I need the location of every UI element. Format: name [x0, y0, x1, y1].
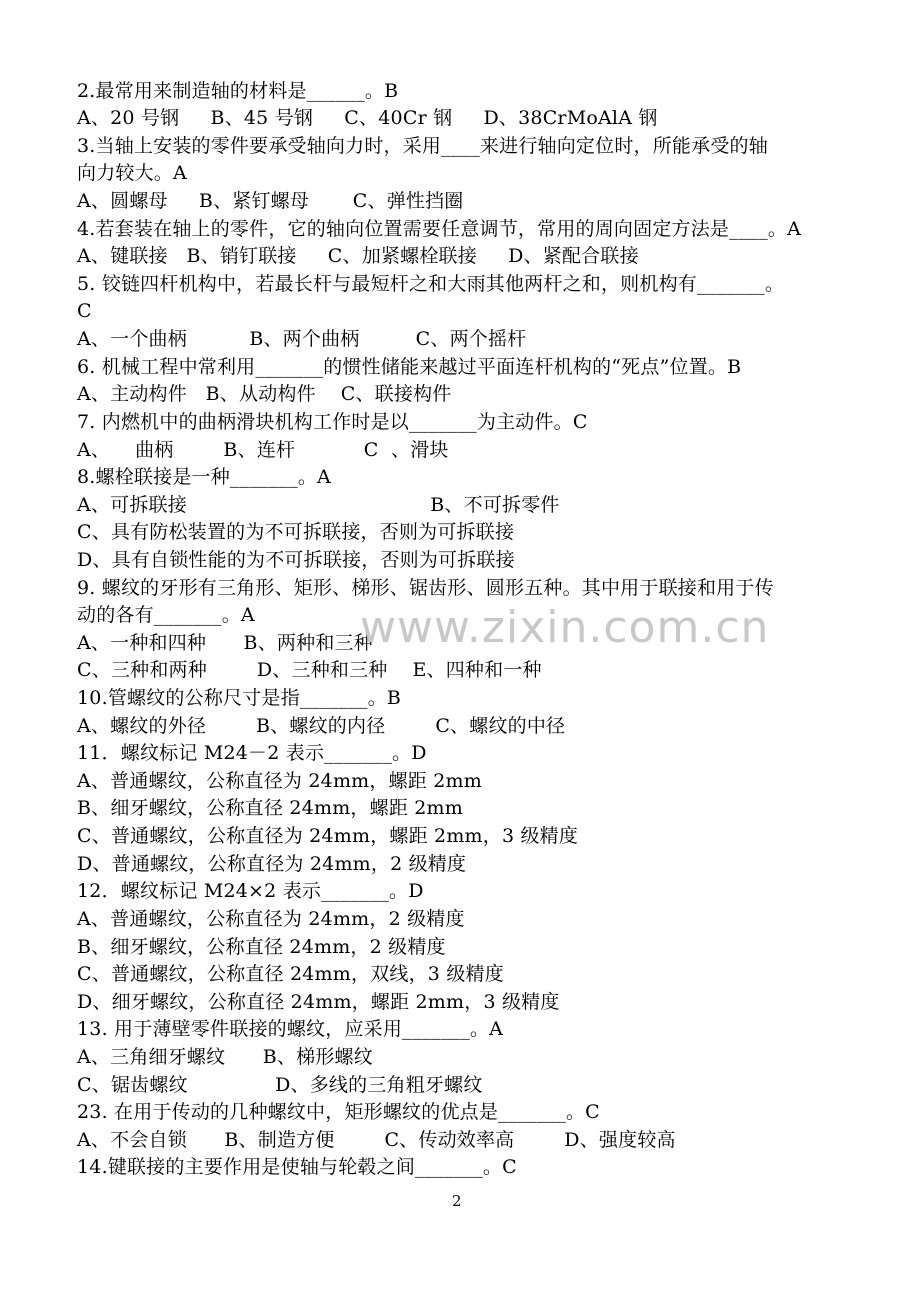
question-13-options-ab: A、三角细牙螺纹 B、梯形螺纹 [77, 1046, 373, 1068]
question-12-option-a: A、普通螺纹，公称直径为 24mm，2 级精度 [77, 908, 465, 930]
question-11-option-b: B、细牙螺纹，公称直径 24mm，螺距 2mm [77, 797, 463, 819]
question-5-options: A、一个曲柄 B、两个曲柄 C、两个摇杆 [77, 328, 527, 350]
watermark: www.zixin.com.cn [360, 602, 770, 653]
question-11-option-c: C、普通螺纹，公称直径为 24mm，螺距 2mm，3 级精度 [77, 825, 579, 847]
question-12-option-d: D、细牙螺纹，公称直径 24mm，螺距 2mm，3 级精度 [77, 991, 560, 1013]
question-8-option-d: D、具有自锁性能的为不可拆联接，否则为可拆联接 [77, 549, 515, 571]
question-23-options: A、不会自锁 B、制造方便 C、传动效率高 D、强度较高 [77, 1129, 676, 1151]
question-9-stem-cont: 动的各有_______。A [77, 604, 255, 626]
question-12-option-b: B、细牙螺纹，公称直径 24mm，2 级精度 [77, 936, 446, 958]
question-10-stem: 10.管螺纹的公称尺寸是指_______。B [77, 687, 402, 709]
question-4-stem: 4.若套装在轴上的零件，它的轴向位置需要任意调节，常用的周向固定方法是____。A [77, 218, 802, 240]
question-5-answer: C [77, 300, 92, 322]
question-13-options-cd: C、锯齿螺纹 D、多线的三角粗牙螺纹 [77, 1074, 483, 1096]
question-12-option-c: C、普通螺纹，公称直径 24mm，双线，3 级精度 [77, 963, 504, 985]
question-7-options: A、 曲柄 B、连杆 C 、滑块 [77, 439, 449, 461]
question-6-stem: 6. 机械工程中常利用_______的惯性储能来越过平面连杆机构的“死点”位置。B [77, 356, 742, 378]
question-14-stem: 14.键联接的主要作用是使轴与轮毂之间_______。C [77, 1156, 517, 1178]
question-2-options: A、20 号钢 B、45 号钢 C、40Cr 钢 D、38CrMoAlA 钢 [77, 107, 658, 129]
question-23-stem: 23. 在用于传动的几种螺纹中，矩形螺纹的优点是_______。C [77, 1101, 600, 1123]
question-8-stem: 8.螺栓联接是一种_______。A [77, 466, 331, 488]
question-9-options-ab: A、一种和四种 B、两种和三种 [77, 632, 373, 654]
question-11-stem: 11．螺纹标记 M24－2 表示_______。D [77, 742, 427, 764]
question-12-stem: 12．螺纹标记 M24×2 表示_______。D [77, 880, 424, 902]
question-9-options-cde: C、三种和两种 D、三种和三种 E、四种和一种 [77, 659, 542, 681]
question-3-stem: 3.当轴上安装的零件要承受轴向力时，采用____来进行轴向定位时，所能承受的轴 [77, 135, 768, 157]
question-8-option-c: C、具有防松装置的为不可拆联接，否则为可拆联接 [77, 521, 515, 543]
question-11-option-a: A、普通螺纹，公称直径为 24mm，螺距 2mm [77, 770, 482, 792]
question-11-option-d: D、普通螺纹，公称直径为 24mm，2 级精度 [77, 853, 467, 875]
page-number: 2 [452, 1192, 462, 1210]
question-7-stem: 7. 内燃机中的曲柄滑块机构工作时是以_______为主动件。C [77, 411, 588, 433]
question-6-options: A、主动构件 B、从动构件 C、联接构件 [77, 383, 452, 405]
question-13-stem: 13. 用于薄壁零件联接的螺纹，应采用_______。A [77, 1018, 504, 1040]
question-2-stem: 2.最常用来制造轴的材料是______。B [77, 80, 399, 102]
question-3-options: A、圆螺母 B、紧钉螺母 C、弹性挡圈 [77, 190, 464, 212]
question-9-stem: 9. 螺纹的牙形有三角形、矩形、梯形、锯齿形、圆形五种。其中用于联接和用于传 [77, 577, 774, 599]
question-3-stem-cont: 向力较大。A [77, 162, 187, 184]
question-10-options: A、螺纹的外径 B、螺纹的内径 C、螺纹的中径 [77, 715, 566, 737]
question-4-options: A、键联接 B、销钉联接 C、加紧螺栓联接 D、紧配合联接 [77, 245, 639, 267]
question-5-stem: 5. 铰链四杆机构中，若最长杆与最短杆之和大雨其他两杆之和，则机构有_______。 [77, 273, 785, 295]
question-8-options-ab: A、可拆联接 B、不可拆零件 [77, 494, 560, 516]
